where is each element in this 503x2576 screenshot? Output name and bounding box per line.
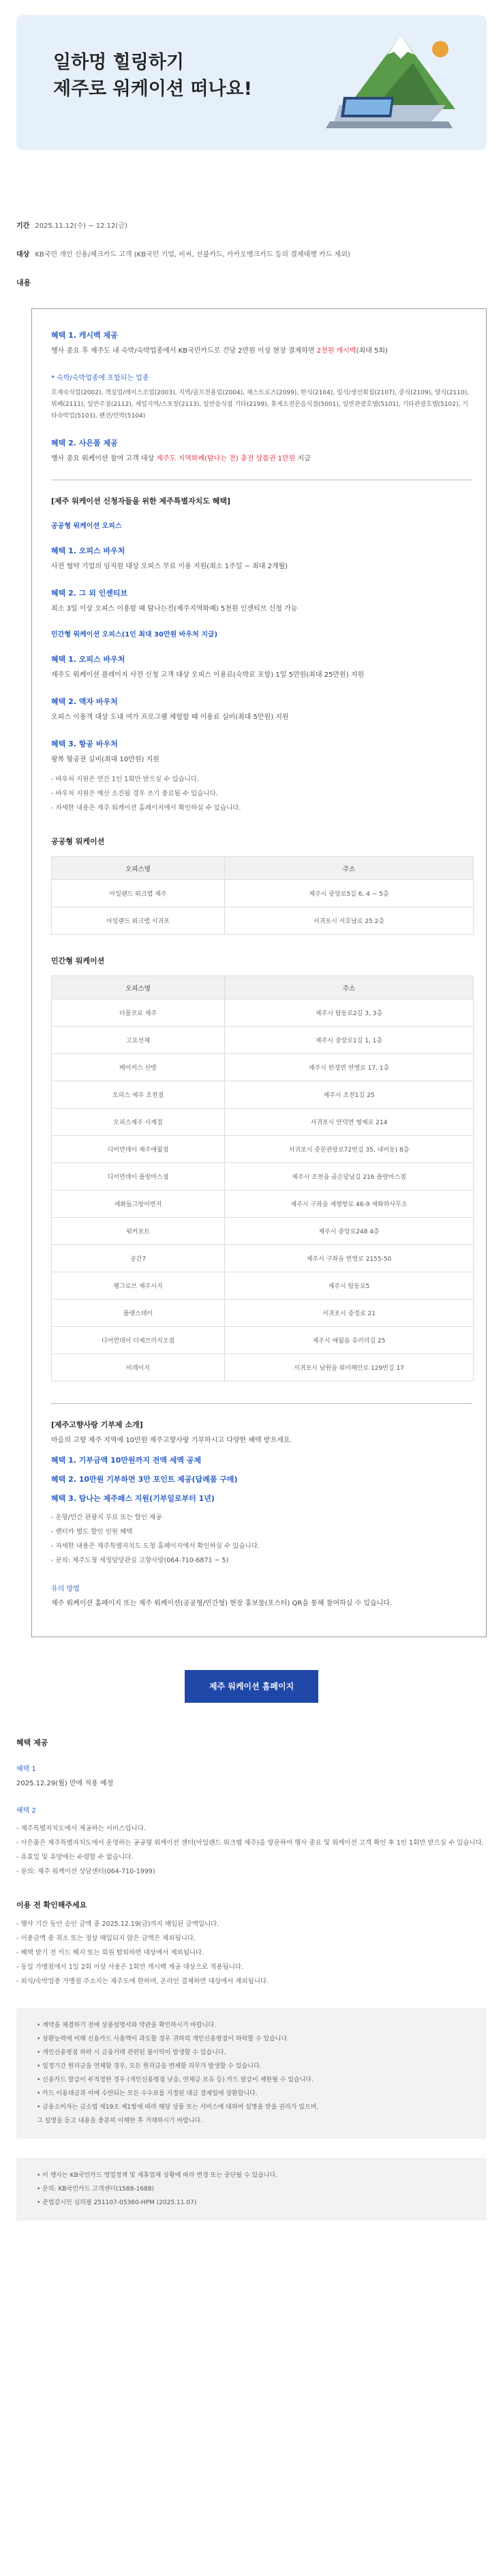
public-benefit2-title: 혜택 2. 그 외 인센티브 <box>51 589 128 598</box>
jeju-workation-homepage-button[interactable]: 제주 워케이션 홈페이지 <box>185 1670 318 1703</box>
private-office-table <box>51 976 474 1381</box>
table-row <box>52 1272 474 1300</box>
event-meta <box>16 220 487 288</box>
provision-note: - 유효일 및 유망에는 수령할 수 없습니다. <box>16 1854 134 1861</box>
office-address: 제주시 구좌읍 번영로 2155-50 <box>225 1245 474 1272</box>
office-address: 제주시 애월읍 유러리길 25 <box>225 1327 474 1354</box>
caution-item: - 행사 기간 동안 승인 금액 중 2025.12.19(금)까지 매입된 금액입니다. <box>16 1920 219 1928</box>
office-name: 메이커스 산방 <box>52 1054 225 1081</box>
caution-section <box>16 1899 487 1989</box>
donation-note: - 운항/민간 관광지 무료 또는 할인 제공 <box>51 1514 162 1521</box>
office-address: 서귀포시 서호남로 25 2층 <box>225 907 474 935</box>
caution-item: - 이용금액 중 취소 또는 정상 매입되지 않은 금액은 제외됩니다. <box>16 1935 196 1942</box>
event-notice-box <box>16 2158 487 2221</box>
voucher-note: - 바우처 지원은 연간 1인 1회만 받으실 수 있습니다. <box>51 776 200 783</box>
legal-notice-item: • 일정기간 원리금을 연체할 경우, 모든 원리금을 변제할 의무가 발생할 수 있습니다. <box>37 2063 262 2070</box>
office-name: 디어먼데이 더제브러지오점 <box>52 1327 225 1354</box>
info-text: 제주 워케이션 홈페이지 또는 제주 워케이션(공공형/민간형) 현장 홍보물(포스터) QR을 통해 참여하실 수 있습니다. <box>51 1600 393 1607</box>
benefit-provision-heading: 혜택 제공 <box>16 1738 48 1747</box>
legal-notice-item: • 상환능력에 비해 신용카드 사용액이 과도할 경우 귀하의 개인신용평점이 하락할 수 있습니다. <box>37 2036 290 2043</box>
office-name: 워커포트 <box>52 1218 225 1245</box>
legal-notice-item: • 계약을 체결하기 전에 상품설명서와 약관을 확인하시기 바랍니다. <box>37 2022 216 2029</box>
donation-title: [제주고향사랑 기부제 소개] <box>51 1420 143 1429</box>
office-address: 서귀포시 중정로 21 <box>225 1300 474 1327</box>
caution-lines <box>16 1917 487 1989</box>
legal-notice-item: 그 설명을 듣고 내용을 충분히 이해한 후 거래하시기 바랍니다. <box>37 2118 203 2124</box>
voucher1-text: 제주도 워케이션 플레이지 사전 신청 고객 대상 오피스 이용료(숙박료 포함) 1일 5만원(최대 25만원) 지원 <box>51 671 365 679</box>
benefit2-text <box>51 454 472 465</box>
office-address: 서귀포시 안덕면 형제로 214 <box>225 1109 474 1136</box>
office-address: 제주시 중앙로1길 1, 1층 <box>225 1027 474 1054</box>
table-row <box>52 1245 474 1272</box>
provision-note: - 제주특별자치도에서 제공하는 서비스입니다. <box>16 1825 146 1832</box>
public-office-title: 공공형 워케이션 오피스 <box>51 523 122 530</box>
benefit1-title: 혜택 1. 캐시백 제공 <box>51 331 118 340</box>
office-name: 플랫스테이 <box>52 1300 225 1327</box>
office-name: 고요선체 <box>52 1027 225 1054</box>
voucher-notes <box>51 772 472 815</box>
table-row <box>52 1081 474 1109</box>
office-address: 서귀포시 중문관광로72번길 35, 내비동) 8층 <box>225 1136 474 1163</box>
table-row <box>52 1300 474 1327</box>
voucher-note: - 바우처 지원은 예산 소진될 경우 조기 종료될 수 있습니다. <box>51 790 218 797</box>
table-row <box>52 1327 474 1354</box>
caution-item: - 혜택 받기 전 카드 해지 또는 회원 탈퇴하면 대상에서 제외됩니다. <box>16 1949 204 1957</box>
legal-notice-box <box>16 2008 487 2139</box>
office-name: 비레이지 <box>52 1354 225 1381</box>
table-row <box>52 1054 474 1081</box>
donation-text: 마음의 고향 제주 지역에 10만원 제주고향사랑 기부하시고 다양한 혜택 받으세요. <box>51 1437 292 1444</box>
col-address: 주소 <box>225 857 474 880</box>
office-address: 제주시 조천1길 25 <box>225 1081 474 1109</box>
donation-note: - 렌터카 별도 할인 인원 혜택 <box>51 1528 133 1536</box>
office-name: 공간7 <box>52 1245 225 1272</box>
target-value: KB국민 개인 신용/체크카드 고객 (KB국민 기업, 비씨, 선불카드, 카카오뱅크카드 등의 결제대행 카드 제외) <box>35 251 350 259</box>
benefit-provision <box>16 1737 487 1879</box>
period-value: 2025.11.12(수) ~ 12.12(금) <box>35 222 127 230</box>
legal-notice-item: • 신용카드 발급이 부적정한 경우 (개인신용평점 낮음, 연체금 보유 등) 카드 발급이 제한될 수 있습니다. <box>37 2077 314 2083</box>
donation-note: - 문의: 제주도청 세정담당관실 고향사랑(064-710-6871 ~ 5) <box>51 1557 229 1564</box>
laptop-island-illustration <box>326 29 462 139</box>
voucher2-text: 오피스 이용객 대상 도내 여가 프로그램 체험할 때 이용료 실비(최대 5만원) 지원 <box>51 714 289 721</box>
benefit2-title: 혜택 2. 사은품 제공 <box>51 439 118 448</box>
office-address: 제주시 중앙로5길 6, 4 ~ 5층 <box>225 880 474 907</box>
banner-title-line2: 제주로 워케이션 떠나요! <box>53 78 252 100</box>
table-row <box>52 999 474 1027</box>
col-office-name: 오피스명 <box>52 857 225 880</box>
voucher3-text: 왕복 항공권 실비(최대 10만원) 지원 <box>51 756 159 763</box>
period-row <box>16 220 487 230</box>
event-notice-item: • 이 행사는 KB국민카드 영업정책 및 제휴업체 상황에 따라 변경 또는 중단될 수 있습니다. <box>37 2172 278 2179</box>
office-name: 오피스제주 사계점 <box>52 1109 225 1136</box>
banner-title-line1: 일하멍 힐링하기 <box>53 52 184 73</box>
table-row <box>52 1190 474 1218</box>
caution-heading: 이용 전 확인해주세요 <box>16 1901 87 1909</box>
table-row <box>52 1354 474 1381</box>
office-name: 디어먼데이 제주애월점 <box>52 1136 225 1163</box>
office-name: 팽그로브 제주시지 <box>52 1272 225 1300</box>
benefit1-cashback: 2천원 캐시백 <box>316 347 356 355</box>
donation-benefit3: 혜택 3. 탐나는 제주패스 지원(기부일로부터 1년) <box>51 1494 215 1503</box>
caution-item: - 외식/숙박업종 가맹점 주소지는 제주도에 한하며, 온라인 결제하면 대상에서 제외됩니다. <box>16 1978 269 1985</box>
office-address: 제주시 탑동로2길 3, 3층 <box>225 999 474 1027</box>
office-name: 아일랜드 워크랩 제주 <box>52 880 225 907</box>
category-note-text: 호계숙식업(2002), 객실업/레이스조업(2003), 지역/골프전용업(2004), 채스트로즈(2099), 한식(2104), 일식/생선회집(2107), 중식(2109), 양식(2110), 뷔페(2111), 일반주점(2112), 제일지역/스포장(2113), 일반음식점 기타(2199), 휴게소전문음식점(5001), 일반관광호텔(5101), 기타관광호텔(5102), 기타숙박업(5103), 펜션/민박(5104) <box>51 390 470 420</box>
table-row <box>52 1163 474 1190</box>
donation-benefit2: 혜택 2. 10만원 기부하면 3만 포인트 제공(답례품 구매) <box>51 1475 238 1484</box>
divider <box>51 1403 472 1404</box>
office-address: 제주시 한경면 연명로 17, 1층 <box>225 1054 474 1081</box>
caution-item: - 동일 가맹점에서 1일 2회 이상 사용은 1회만 캐시백 제공 대상으로 적용됩니다. <box>16 1963 244 1971</box>
office-address: 서귀포시 남원읍 위미해안로 129번길 17 <box>225 1354 474 1381</box>
table-row <box>52 907 474 935</box>
target-label: 대상 <box>16 251 30 259</box>
event-banner <box>16 15 487 150</box>
provision-note: - 문의: 제주 워케이션 상담센터(064-710-1999) <box>16 1868 155 1875</box>
office-address: 제주시 탑동로5 <box>225 1272 474 1300</box>
table-row <box>52 1218 474 1245</box>
office-name: 디어먼데이 플랑마스점 <box>52 1163 225 1190</box>
public-benefit2-text: 최소 3일 이상 오피스 이용할 때 탐나는전(제주지역화폐) 5천원 인센티브 신청 가능 <box>51 605 298 613</box>
voucher3-title: 혜택 3. 항공 바우처 <box>51 740 118 748</box>
public-office-table <box>51 856 474 935</box>
voucher-note: - 자세한 내용은 제주 워케이션 홈페이지에서 확인하실 수 있습니다. <box>51 804 241 812</box>
office-name: 더플코로 제주 <box>52 999 225 1027</box>
voucher2-title: 혜택 2. 액자 바우처 <box>51 697 118 706</box>
provision-benefit2-lines <box>16 1821 487 1879</box>
info-title: 유의 방법 <box>51 1585 80 1593</box>
content-box <box>31 308 487 1637</box>
donation-notes <box>51 1510 472 1568</box>
office-name: 오피스 제주 조천점 <box>52 1081 225 1109</box>
donation-benefit1: 혜택 1. 기부금액 10만원까지 전액 세액 공제 <box>51 1456 202 1465</box>
table-row <box>52 1027 474 1054</box>
period-label: 기간 <box>16 222 30 230</box>
public-table-title: 공공형 워케이션 <box>51 837 105 846</box>
event-notice-item: • 준법감시인 심의필 251107-05360-HPM (2025.11.07) <box>37 2199 197 2206</box>
private-office-title: 민간형 워케이션 오피스(1인 최대 30만원 바우처 지급) <box>51 631 218 639</box>
provision-benefit2-title: 혜택 2 <box>16 1807 36 1815</box>
col-address: 주소 <box>225 976 474 999</box>
office-name: 세화들그랑이번지 <box>52 1190 225 1218</box>
legal-notice-item: • 카드 이용대금과 이에 수반되는 모든 수수료를 지정된 대금 결제일에 상환합니다. <box>37 2090 258 2097</box>
donation-note: - 자세한 내용은 제주특별자치도 도청 홈페이지에서 확인하실 수 있습니다. <box>51 1542 260 1550</box>
office-address: 제주시 구좌읍 세평항로 46-9 세화하사무소 <box>225 1190 474 1218</box>
public-benefit1-title: 혜택 1. 오피스 바우처 <box>51 546 125 555</box>
category-note-title: * 숙박/숙박업종에 포함되는 업종 <box>51 375 149 382</box>
benefit2-text-post: 지급 <box>295 455 311 463</box>
table-row <box>52 880 474 907</box>
voucher1-title: 혜택 1. 오피스 바우처 <box>51 655 125 664</box>
provision-benefit1-text: 2025.12.29(월) 만에 적용 예정 <box>16 1780 114 1787</box>
table-row <box>52 1109 474 1136</box>
table-row <box>52 1136 474 1163</box>
office-address: 제주시 중앙로248 4층 <box>225 1218 474 1245</box>
jeju-benefit-title: [제주 워케이션 신청자들을 위한 제주특별자치도 혜택] <box>51 497 230 506</box>
private-table-title: 민간형 워케이션 <box>51 956 105 965</box>
content-label: 내용 <box>16 278 31 287</box>
legal-notice-item: • 개인신용평점 하락 시 금융거래 관련된 불이익이 발생할 수 있습니다. <box>37 2049 226 2056</box>
provision-benefit1-title: 혜택 1 <box>16 1766 36 1773</box>
benefit2-text-pre: 행사 중요 워케이션 참여 고객 대상 <box>51 455 157 463</box>
public-benefit1-text: 사전 협약 기업의 임직원 대상 오피스 무료 이용 지원(최소 1주일 ~ 최대 2개월) <box>51 563 288 570</box>
benefit2-gift: 제주도 지역화폐(탐나는 전) 충전 상품권 1만원 <box>156 455 296 463</box>
benefit1-text-post: (최대 5회) <box>356 347 388 355</box>
office-address: 제주시 조천읍 곱은달남길 216 플랑마스점 <box>225 1163 474 1190</box>
provision-note: - 사은품은 제주특별자치도에서 운영하는 공공형 워케이션 센터(아일랜드 워크랩 제주)을 방문하여 행사 중요 및 워케이션 고객 확인 후 1인 1회만 받으실 수 있습니다. <box>16 1839 484 1847</box>
office-name: 아일랜드 워크랩 서귀포 <box>52 907 225 935</box>
legal-notice-item: • 금융소비자는 금소법 제19조 제1항에 따라 해당 상품 또는 서비스에 대하여 설명을 받을 권리가 있으며, <box>37 2104 319 2111</box>
benefit1-text-pre: 행사 중요 후 제주도 내 숙박/숙박업종에서 KB국민카드로 건당 2만원 이상 현장 결제하면 <box>51 347 317 355</box>
benefit1-text <box>51 346 472 357</box>
target-row <box>16 248 487 259</box>
col-office-name: 오피스명 <box>52 976 225 999</box>
event-notice-item: • 문의: KB국민카드 고객센터(1588-1688) <box>37 2186 155 2193</box>
